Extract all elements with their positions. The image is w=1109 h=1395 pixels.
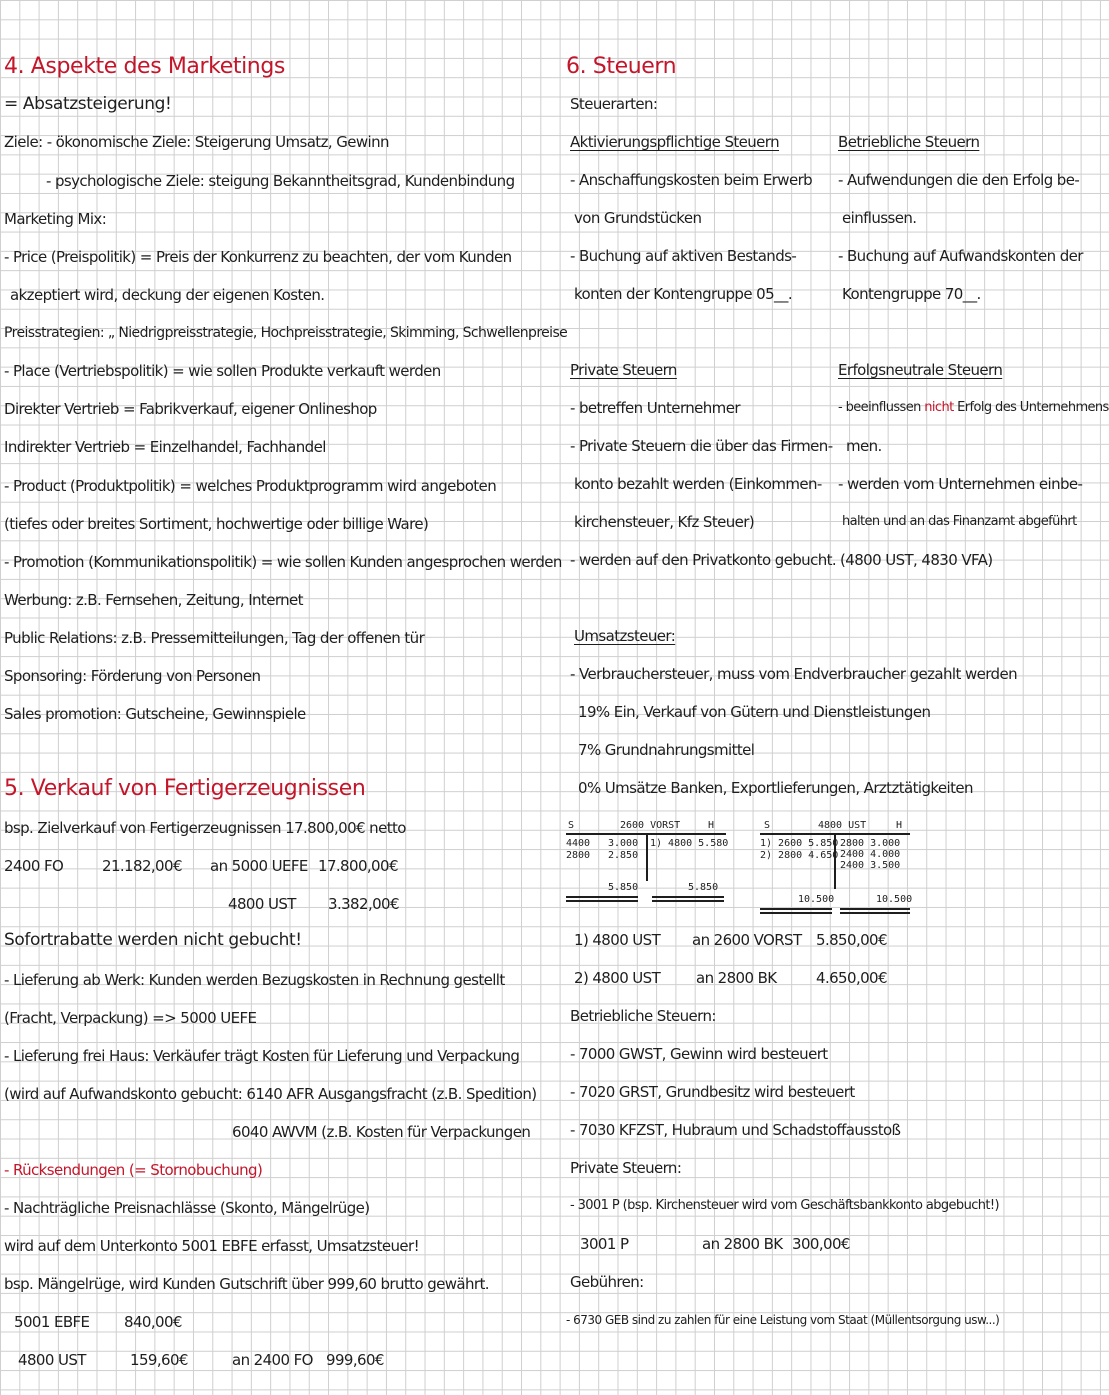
booking-account: 4800 UST	[18, 1351, 86, 1369]
t-account-title: 2600 VORST	[620, 820, 681, 831]
text-line: von Grundstücken	[574, 209, 702, 227]
t-account-entry: 4400	[566, 838, 591, 849]
text-line: Sales promotion: Gutscheine, Gewinnspiele	[4, 705, 306, 723]
t-account-line	[760, 912, 832, 914]
text-line: - Rücksendungen (= Stornobuchung)	[4, 1161, 263, 1179]
t-account-entry: 2800 3.000	[840, 838, 901, 849]
text-line: Indirekter Vertrieb = Einzelhandel, Fachhandel	[4, 438, 326, 456]
text-line: - 7030 KFZST, Hubraum und Schadstoffausstoß	[570, 1121, 901, 1139]
text-line: einflussen.	[842, 209, 917, 227]
text-line: - Verbrauchersteuer, muss vom Endverbraucher gezahlt werden	[570, 665, 1018, 683]
text-line: - Lieferung ab Werk: Kunden werden Bezugskosten in Rechnung gestellt	[4, 971, 505, 989]
text-line: bsp. Zielverkauf von Fertigerzeugnissen 17.800,00€ netto	[4, 819, 406, 837]
text-line: (tiefes oder breites Sortiment, hochwertige oder billige Ware)	[4, 515, 429, 533]
text-line: 0% Umsätze Banken, Exportlieferungen, Arztztätigkeiten	[578, 779, 973, 797]
t-account-entry: 1) 2600 5.850	[760, 838, 839, 849]
text-line: - werden vom Unternehmen einbe-	[838, 475, 1083, 493]
text-line: bsp. Mängelrüge, wird Kunden Gutschrift über 999,60 brutto gewährt.	[4, 1275, 489, 1293]
booking-amount: 4.650,00€	[816, 969, 887, 987]
booking-amount: 21.182,00€	[102, 857, 182, 875]
booking-amount: 300,00€	[792, 1235, 850, 1253]
text-line: - Buchung auf Aufwandskonten der	[838, 247, 1083, 265]
text-line: Ziele: - ökonomische Ziele: Steigerung Umsatz, Gewinn	[4, 133, 389, 151]
text-line: Private Steuern:	[570, 1159, 682, 1177]
booking-amount: 840,00€	[124, 1313, 182, 1331]
t-account-line	[840, 908, 910, 910]
t-account-debit-label: S	[568, 820, 575, 831]
booking-account: 2) 4800 UST	[574, 969, 661, 987]
text-line: - psychologische Ziele: steigung Bekanntheitsgrad, Kundenbindung	[46, 172, 515, 190]
text-line: konten der Kontengruppe 05__.	[574, 285, 792, 303]
t-account-line	[652, 900, 724, 902]
text-line: = Absatzsteigerung!	[4, 94, 172, 114]
text-line: akzeptiert wird, deckung der eigenen Kosten.	[10, 286, 325, 304]
t-account-sum: 5.850	[608, 882, 639, 893]
booking-amount: 159,60€	[130, 1351, 188, 1369]
booking-contra: an 2600 VORST	[692, 931, 802, 949]
t-account-entry: 2) 2800 4.650	[760, 850, 839, 861]
t-account-line	[646, 833, 648, 881]
t-account-line	[652, 896, 724, 898]
t-account-line	[566, 900, 638, 902]
t-account-line	[566, 896, 638, 898]
booking-amount: 999,60€	[326, 1351, 384, 1369]
text-line: - Nachträgliche Preisnachlässe (Skonto, Mängelrüge)	[4, 1199, 370, 1217]
text-line: Steuerarten:	[570, 95, 658, 113]
text-line: - 7020 GRST, Grundbesitz wird besteuert	[570, 1083, 855, 1101]
text-line: konto bezahlt werden (Einkommen-	[574, 475, 822, 493]
t-account-sum: 10.500	[798, 894, 835, 905]
column-heading: Umsatzsteuer:	[574, 627, 676, 645]
text-line: - 3001 P (bsp. Kirchensteuer wird vom Geschäftsbankkonto abgebucht!)	[570, 1198, 999, 1213]
text-line: (wird auf Aufwandskonto gebucht: 6140 AFR Ausgangsfracht (z.B. Spedition)	[4, 1085, 537, 1103]
text-line: Sponsoring: Förderung von Personen	[4, 667, 261, 685]
text-line: 6040 AWVM (z.B. Kosten für Verpackungen	[232, 1123, 531, 1141]
text-line: - werden auf den Privatkonto gebucht.	[570, 551, 837, 569]
text-line: 7% Grundnahrungsmittel	[578, 741, 755, 759]
t-account-entry: 2400 3.500	[840, 860, 901, 871]
text-line: halten und an das Finanzamt abgeführt	[842, 514, 1077, 529]
t-account-debit-label: S	[764, 820, 771, 831]
text-line: - Price (Preispolitik) = Preis der Konkurrenz zu beachten, der vom Kunden	[4, 248, 512, 266]
booking-account: 4800 UST	[228, 895, 296, 913]
t-account-entry: 2400 4.000	[840, 849, 901, 860]
t-account-line	[760, 908, 832, 910]
text-line: - Aufwendungen die den Erfolg be-	[838, 171, 1080, 189]
t-account-credit-label: H	[896, 820, 903, 831]
text-line: Werbung: z.B. Fernsehen, Zeitung, Internet	[4, 591, 303, 609]
text-line: - Anschaffungskosten beim Erwerb	[570, 171, 813, 189]
text-line: - betreffen Unternehmer	[570, 399, 740, 417]
booking-account: 3001 P	[580, 1235, 629, 1253]
column-heading: Betriebliche Steuern	[838, 133, 980, 151]
text-line: Kontengruppe 70__.	[842, 285, 981, 303]
booking-contra: an 2800 BK	[696, 969, 777, 987]
t-account-sum: 10.500	[876, 894, 913, 905]
heading-verkauf: 5. Verkauf von Fertigerzeugnissen	[4, 776, 366, 801]
text-line: Direkter Vertrieb = Fabrikverkauf, eigener Onlineshop	[4, 400, 377, 418]
column-heading: Aktivierungspflichtige Steuern	[570, 133, 780, 151]
text-line: - beeinflussen nicht Erfolg des Unternehmens	[838, 400, 1109, 415]
text-line: (Fracht, Verpackung) => 5000 UEFE	[4, 1009, 257, 1027]
booking-amount: 3.382,00€	[328, 895, 399, 913]
heading-steuern: 6. Steuern	[566, 54, 677, 79]
t-account-entry: 1) 4800 5.580	[650, 838, 729, 849]
t-account-entry: 2.850	[608, 850, 639, 861]
t-account-entry: 2800	[566, 850, 591, 861]
booking-contra: an 2800 BK	[702, 1235, 783, 1253]
booking-account: 2400 FO	[4, 857, 64, 875]
text-line: men.	[846, 437, 882, 455]
text-line: - Buchung auf aktiven Bestands-	[570, 247, 797, 265]
text-line: - 7000 GWST, Gewinn wird besteuert	[570, 1045, 828, 1063]
t-account-line	[840, 912, 910, 914]
text-line: Marketing Mix:	[4, 210, 107, 228]
t-account-entry: 3.000	[608, 838, 639, 849]
text-line: - Product (Produktpolitik) = welches Produktprogramm wird angeboten	[4, 477, 497, 495]
column-heading: Private Steuern	[570, 361, 677, 379]
text-line: - Place (Vertriebspolitik) = wie sollen Produkte verkauft werden	[4, 362, 441, 380]
text-line: Preisstrategien: „ Niedrigpreisstrategie, Hochpreisstrategie, Skimming, Schwellenpreise	[4, 325, 568, 341]
t-account-title: 4800 UST	[818, 820, 867, 831]
booking-contra: an 2400 FO	[232, 1351, 313, 1369]
text-line: wird auf dem Unterkonto 5001 EBFE erfasst, Umsatzsteuer!	[4, 1237, 420, 1255]
booking-account: 5001 EBFE	[14, 1313, 90, 1331]
text-line: Gebühren:	[570, 1273, 644, 1291]
text-line: - Lieferung frei Haus: Verkäufer trägt Kosten für Lieferung und Verpackung	[4, 1047, 520, 1065]
column-heading: Erfolgsneutrale Steuern	[838, 361, 1003, 379]
t-account-credit-label: H	[708, 820, 715, 831]
booking-amount: 17.800,00€	[318, 857, 398, 875]
t-account-sum: 5.850	[688, 882, 719, 893]
text-line: kirchensteuer, Kfz Steuer)	[574, 513, 755, 531]
booking-amount: 5.850,00€	[816, 931, 887, 949]
heading-marketing: 4. Aspekte des Marketings	[4, 54, 285, 79]
booking-account: 1) 4800 UST	[574, 931, 661, 949]
text-line: - Private Steuern die über das Firmen-	[570, 437, 833, 455]
text-line: - 6730 GEB sind zu zahlen für eine Leistung vom Staat (Müllentsorgung usw...)	[566, 1313, 1000, 1327]
text-line: Sofortrabatte werden nicht gebucht!	[4, 930, 302, 950]
text-line: (4800 UST, 4830 VFA)	[840, 551, 993, 569]
text-line: 19% Ein, Verkauf von Gütern und Dienstleistungen	[578, 703, 931, 721]
text-line: - Promotion (Kommunikationspolitik) = wie sollen Kunden angesprochen werden	[4, 553, 562, 571]
text-line: Public Relations: z.B. Pressemitteilungen, Tag der offenen tür	[4, 629, 425, 647]
text-line: Betriebliche Steuern:	[570, 1007, 716, 1025]
booking-contra: an 5000 UEFE	[210, 857, 308, 875]
